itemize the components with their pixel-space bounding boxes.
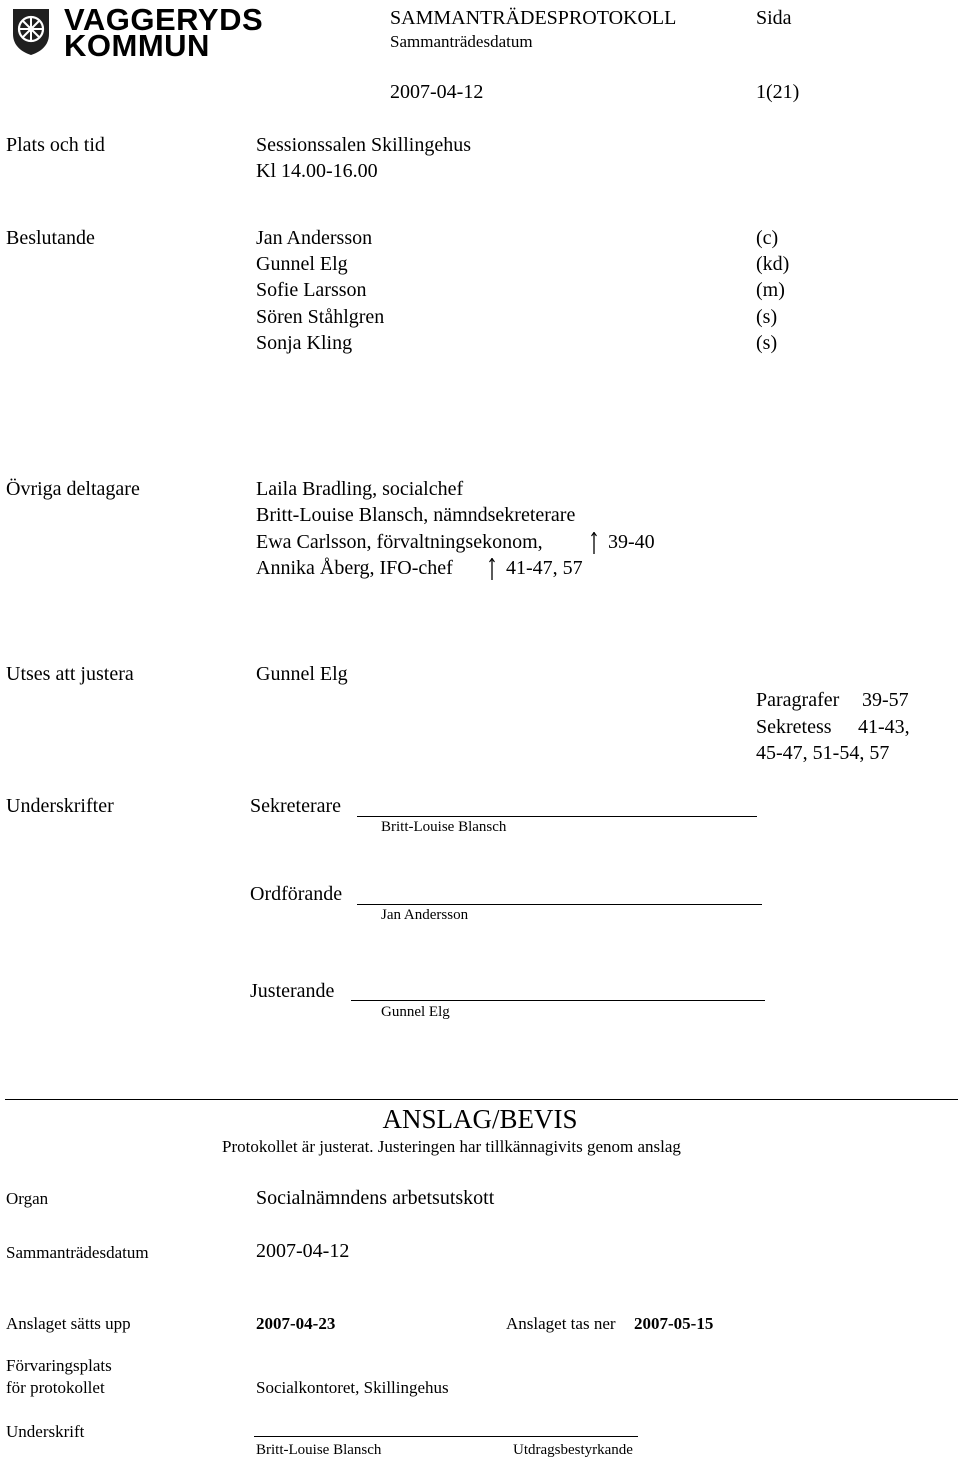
participant: Britt-Louise Blansch, nämndsekreterare: [256, 504, 576, 526]
section-sign-icon: [591, 532, 597, 554]
time: Kl 14.00-16.00: [256, 160, 378, 182]
member-party: (m): [756, 279, 785, 301]
notice-subtitle: Protokollet är justerat. Justeringen har tillkännagivits genom anslag: [222, 1137, 681, 1156]
municipality-logo: [10, 2, 264, 63]
member-name: Gunnel Elg: [256, 253, 348, 275]
notice-signature-line: [254, 1436, 638, 1437]
municipality-crest-icon: [10, 6, 52, 56]
organ-value: Socialnämndens arbetsutskott: [256, 1187, 495, 1209]
storage-label-line-1: Förvaringsplats: [6, 1356, 112, 1375]
secrecy-value: 41-43,: [858, 716, 910, 738]
logo-line-2: KOMMUN: [64, 28, 210, 63]
page-number: 1(21): [756, 81, 800, 103]
participant: Laila Bradling, socialchef: [256, 478, 464, 500]
member-party: (kd): [756, 253, 790, 275]
removed-label: Anslaget tas ner: [506, 1314, 616, 1333]
section-sign-icon: [489, 558, 495, 580]
adjuster-signature-name: Gunnel Elg: [381, 1004, 450, 1020]
adjuster-signature-label: Justerande: [250, 980, 335, 1002]
member-name: Sören Ståhlgren: [256, 306, 385, 328]
secretary-signature-line: [357, 816, 757, 817]
member-name: Sonja Kling: [256, 332, 353, 354]
other-participants-label: Övriga deltagare: [6, 478, 140, 500]
certification-label: Utdragsbestyrkande: [513, 1442, 633, 1458]
posted-label: Anslaget sätts upp: [6, 1314, 131, 1333]
participant-paragraph: 41-47, 57: [506, 557, 583, 579]
adjuster-name: Gunnel Elg: [256, 663, 348, 685]
paragraphs-value: 39-57: [862, 689, 909, 711]
posted-date: 2007-04-23: [256, 1314, 336, 1333]
logo-line-1: VAGGERYDS: [64, 2, 264, 37]
adjuster-signature-line: [351, 1000, 765, 1001]
document-title: SAMMANTRÄDESPROTOKOLL: [390, 7, 677, 29]
signatures-label: Underskrifter: [6, 795, 114, 817]
meeting-date-label: Sammanträdesdatum: [390, 32, 533, 51]
notice-signature-label: Underskrift: [6, 1422, 85, 1441]
participant: Annika Åberg, IFO-chef: [256, 557, 453, 579]
decision-makers-label: Beslutande: [6, 227, 95, 249]
page-label: Sida: [756, 7, 792, 29]
secretary-name: Britt-Louise Blansch: [381, 819, 507, 835]
notice-date-label: Sammanträdesdatum: [6, 1243, 149, 1262]
adjuster-label: Utses att justera: [6, 663, 134, 685]
member-party: (s): [756, 332, 778, 354]
member-name: Jan Andersson: [256, 227, 373, 249]
secretary-label: Sekreterare: [250, 795, 342, 817]
notice-date: 2007-04-12: [256, 1240, 350, 1262]
place-time-label: Plats och tid: [6, 134, 105, 156]
notice-signature-name: Britt-Louise Blansch: [256, 1442, 382, 1458]
notice-title: ANSLAG/BEVIS: [382, 1104, 578, 1134]
chair-name: Jan Andersson: [381, 907, 469, 923]
removed-date: 2007-05-15: [634, 1314, 714, 1333]
member-party: (s): [756, 306, 778, 328]
participant-paragraph: 39-40: [608, 531, 655, 553]
storage-value: Socialkontoret, Skillingehus: [256, 1378, 449, 1397]
participant: Ewa Carlsson, förvaltningsekonom,: [256, 531, 543, 553]
meeting-date: 2007-04-12: [390, 81, 484, 103]
chair-signature-line: [357, 904, 762, 905]
chair-label: Ordförande: [250, 883, 343, 905]
member-name: Sofie Larsson: [256, 279, 367, 301]
storage-label-line-2: för protokollet: [6, 1378, 105, 1397]
secrecy-label: Sekretess: [756, 716, 832, 738]
paragraphs-label: Paragrafer: [756, 689, 840, 711]
notice-divider: [5, 1099, 958, 1100]
member-party: (c): [756, 227, 779, 249]
secrecy-value-continued: 45-47, 51-54, 57: [756, 742, 890, 764]
place: Sessionssalen Skillingehus: [256, 134, 472, 156]
organ-label: Organ: [6, 1189, 49, 1208]
